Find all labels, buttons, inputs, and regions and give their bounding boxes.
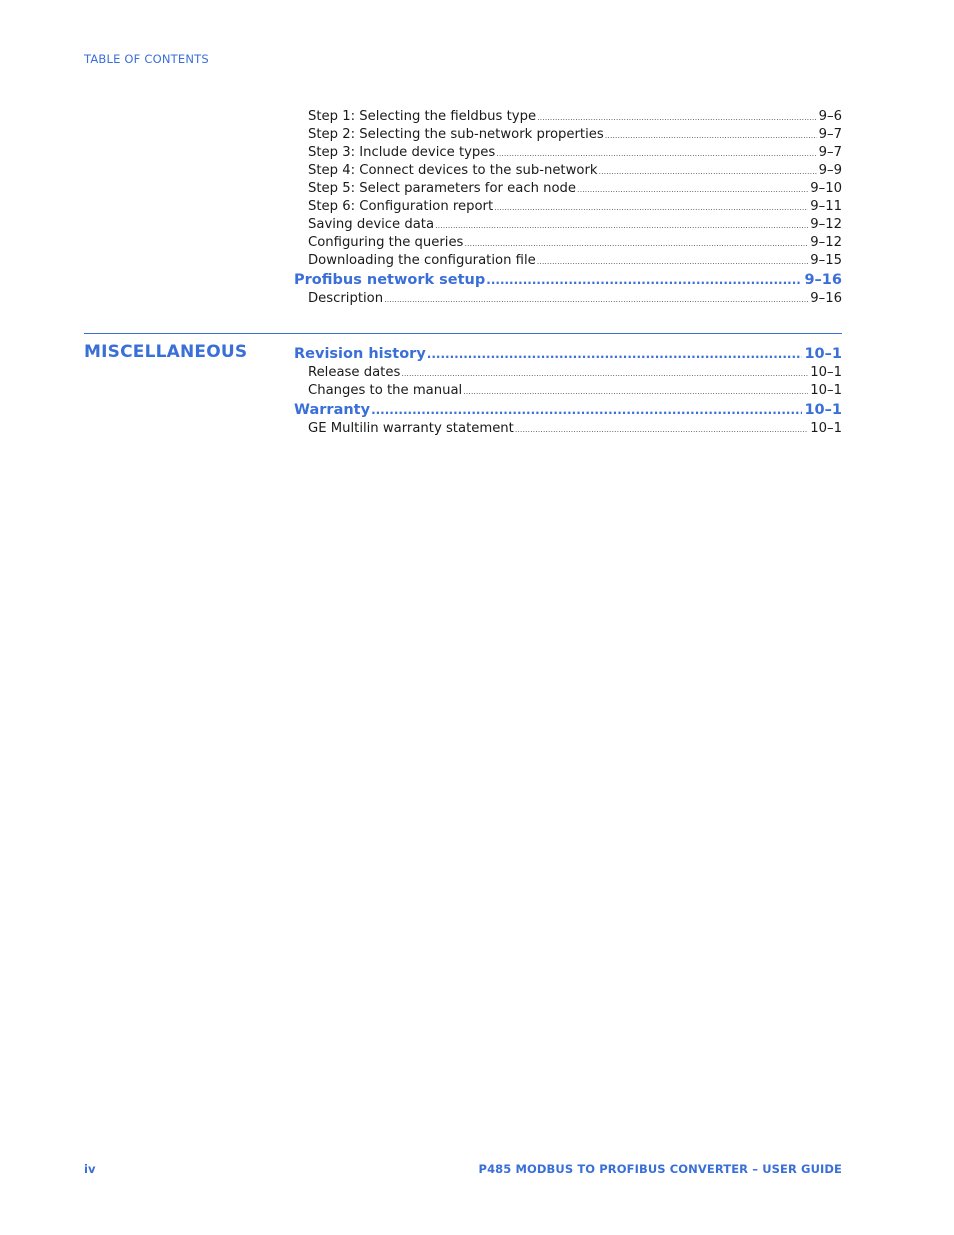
dot-leader xyxy=(494,199,808,216)
footer-doc-title: P485 MODBUS TO PROFIBUS CONVERTER – USER GUIDE xyxy=(478,1162,842,1176)
section-divider xyxy=(84,333,842,334)
dot-leader xyxy=(537,109,817,126)
toc-entry[interactable] xyxy=(294,108,842,126)
toc-entry[interactable] xyxy=(294,144,842,162)
dot-leader xyxy=(496,145,816,162)
dot-leader xyxy=(577,181,808,198)
toc-entry-label: Step 6: Configuration report xyxy=(308,199,494,214)
toc-heading-entry[interactable] xyxy=(294,270,842,290)
toc-entry-label: Downloading the configuration file xyxy=(308,253,536,268)
footer-page-number: iv xyxy=(84,1162,96,1176)
toc-entry-page: 9–9 xyxy=(818,163,842,178)
dot-leader xyxy=(401,365,808,382)
toc-entry[interactable] xyxy=(294,234,842,252)
dot-leader xyxy=(463,383,808,400)
toc-entry-page: 9–7 xyxy=(818,127,842,142)
dot-leader xyxy=(599,163,817,180)
toc-entry-page: 10–1 xyxy=(804,402,842,418)
toc-entry-label: Step 3: Include device types xyxy=(308,145,496,160)
toc-heading-entry[interactable] xyxy=(294,344,842,364)
dot-leader xyxy=(486,270,802,290)
toc-entry-label: Step 5: Select parameters for each node xyxy=(308,181,577,196)
toc-entry-page: 9–11 xyxy=(810,199,842,214)
toc-entry-label: Step 4: Connect devices to the sub-network xyxy=(308,163,598,178)
dot-leader xyxy=(384,291,808,308)
toc-entry[interactable] xyxy=(294,364,842,382)
toc-entry-page: 9–7 xyxy=(818,145,842,160)
dot-leader xyxy=(537,253,809,270)
toc-entry-label: Description xyxy=(308,291,384,306)
toc-entry-label: Release dates xyxy=(308,365,401,380)
toc-entry-page: 9–16 xyxy=(804,272,842,288)
toc-entry-page: 9–12 xyxy=(810,235,842,250)
toc-heading-entry[interactable] xyxy=(294,400,842,420)
dot-leader xyxy=(435,217,808,234)
toc-entry[interactable] xyxy=(294,126,842,144)
dot-leader xyxy=(427,344,803,364)
toc-block-misc xyxy=(294,344,842,438)
toc-entry-page: 9–6 xyxy=(818,109,842,124)
toc-entry-page: 9–16 xyxy=(810,291,842,306)
toc-entry[interactable] xyxy=(294,252,842,270)
toc-entry-page: 10–1 xyxy=(810,383,842,398)
toc-entry-label: Warranty xyxy=(294,402,371,418)
toc-entry-label: Step 1: Selecting the fieldbus type xyxy=(308,109,537,124)
toc-entry-page: 9–15 xyxy=(810,253,842,268)
toc-entry-label: Saving device data xyxy=(308,217,435,232)
dot-leader xyxy=(464,235,808,252)
toc-entry[interactable] xyxy=(294,382,842,400)
toc-entry-label: Step 2: Selecting the sub-network properties xyxy=(308,127,604,142)
running-header: TABLE OF CONTENTS xyxy=(84,52,209,66)
section-title: MISCELLANEOUS xyxy=(84,342,248,362)
toc-entry[interactable] xyxy=(294,198,842,216)
toc-entry-label: GE Multilin warranty statement xyxy=(308,421,514,436)
toc-entry-page: 9–12 xyxy=(810,217,842,232)
toc-entry[interactable] xyxy=(294,420,842,438)
dot-leader xyxy=(515,421,808,438)
dot-leader xyxy=(605,127,817,144)
toc-entry-label: Changes to the manual xyxy=(308,383,463,398)
toc-entry[interactable] xyxy=(294,162,842,180)
toc-block-top xyxy=(294,108,842,308)
toc-entry-page: 9–10 xyxy=(810,181,842,196)
toc-entry-label: Revision history xyxy=(294,346,426,362)
toc-entry-page: 10–1 xyxy=(810,365,842,380)
toc-entry[interactable] xyxy=(294,216,842,234)
toc-entry-page: 10–1 xyxy=(810,421,842,436)
toc-entry-page: 10–1 xyxy=(804,346,842,362)
toc-entry-label: Configuring the queries xyxy=(308,235,464,250)
toc-entry-label: Profibus network setup xyxy=(294,272,486,288)
toc-entry[interactable] xyxy=(294,290,842,308)
dot-leader xyxy=(371,400,802,420)
toc-entry[interactable] xyxy=(294,180,842,198)
